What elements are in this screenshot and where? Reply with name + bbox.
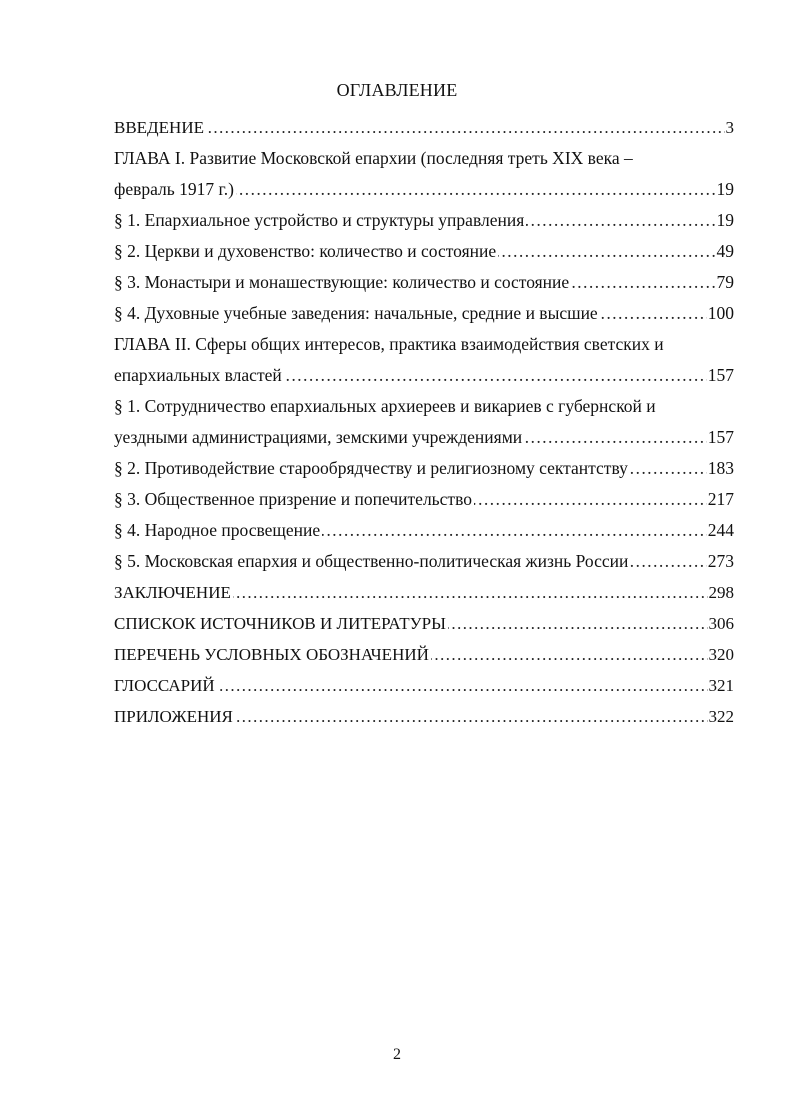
toc-entry xyxy=(114,608,734,639)
toc-entry xyxy=(114,360,734,391)
toc-entry-page: 321 xyxy=(708,670,735,701)
toc-entry-text: ГЛОССАРИЙ xyxy=(114,676,215,695)
toc-entry-page: 19 xyxy=(716,174,735,205)
toc-entry-page: 320 xyxy=(708,639,735,670)
toc-entry-text: ПРИЛОЖЕНИЯ xyxy=(114,707,233,726)
toc-entry-text: § 1. Епархиальное устройство и структуры управления xyxy=(114,210,525,230)
toc-entry-page: 322 xyxy=(708,701,735,732)
toc-entry-page: 217 xyxy=(707,484,734,515)
toc-entry-text: ВВЕДЕНИЕ xyxy=(114,118,204,137)
toc-entry-text: § 2. Церкви и духовенство: количество и состояние xyxy=(114,241,497,261)
toc-entry xyxy=(114,546,734,577)
toc-entry-text: § 3. Общественное призрение и попечительство xyxy=(114,489,472,509)
toc-entry-page: 19 xyxy=(716,205,735,236)
toc-entry xyxy=(114,484,734,515)
toc-entry-text: § 5. Московская епархия и общественно-политическая жизнь России xyxy=(114,551,629,571)
toc-entry-text: § 4. Народное просвещение xyxy=(114,520,321,540)
toc-entry xyxy=(114,112,734,143)
toc-entry-text: § 4. Духовные учебные заведения: начальные, средние и высшие xyxy=(114,303,598,323)
toc-entry-text: уездными администрациями, земскими учреждениями xyxy=(114,427,523,447)
toc-dot-leader xyxy=(114,112,734,143)
toc-entry-page: 49 xyxy=(716,236,735,267)
toc-entry xyxy=(114,701,734,732)
toc-entry-text: СПИСКОК ИСТОЧНИКОВ И ЛИТЕРАТУРЫ xyxy=(114,614,446,633)
toc-entry-page: 244 xyxy=(707,515,734,546)
toc-entry xyxy=(114,236,734,267)
toc-entry-page: 306 xyxy=(708,608,735,639)
toc-entry xyxy=(114,639,734,670)
toc-entry xyxy=(114,422,734,453)
toc-entry-text: ГЛАВА I. Развитие Московской епархии (последняя треть XIX века – xyxy=(114,148,633,168)
toc-entry-page: 157 xyxy=(707,360,734,391)
toc-entry xyxy=(114,205,734,236)
toc-entry xyxy=(114,453,734,484)
toc-entry-text: § 3. Монастыри и монашествующие: количество и состояние xyxy=(114,272,570,292)
table-of-contents xyxy=(114,112,734,732)
toc-entry xyxy=(114,577,734,608)
toc-entry-text: ЗАКЛЮЧЕНИЕ xyxy=(114,583,231,602)
toc-entry-text: февраль 1917 г.) xyxy=(114,179,234,199)
toc-entry-text: ПЕРЕЧЕНЬ УСЛОВНЫХ ОБОЗНАЧЕНИЙ xyxy=(114,645,429,664)
toc-entry xyxy=(114,329,734,360)
page-number: 2 xyxy=(393,1046,401,1063)
toc-entry-text: § 1. Сотрудничество епархиальных архиереев и викариев с губернской и xyxy=(114,396,656,416)
toc-entry xyxy=(114,143,734,174)
toc-entry xyxy=(114,670,734,701)
toc-entry-page: 273 xyxy=(707,546,734,577)
toc-entry-text: § 2. Противодействие старообрядчеству и религиозному сектантству xyxy=(114,458,628,478)
toc-entry-text: ГЛАВА II. Сферы общих интересов, практика взаимодействия светских и xyxy=(114,334,664,354)
toc-entry xyxy=(114,391,734,422)
toc-entry-page: 79 xyxy=(716,267,735,298)
toc-entry xyxy=(114,298,734,329)
toc-entry-page: 3 xyxy=(725,112,735,143)
toc-entry-page: 100 xyxy=(707,298,734,329)
toc-entry xyxy=(114,174,734,205)
toc-entry-text: епархиальных властей xyxy=(114,365,282,385)
toc-entry-page: 298 xyxy=(708,577,735,608)
toc-entry-page: 183 xyxy=(707,453,734,484)
page-title: ОГЛАВЛЕНИЕ xyxy=(336,80,458,100)
toc-entry-page: 157 xyxy=(707,422,734,453)
toc-entry xyxy=(114,267,734,298)
toc-entry xyxy=(114,515,734,546)
